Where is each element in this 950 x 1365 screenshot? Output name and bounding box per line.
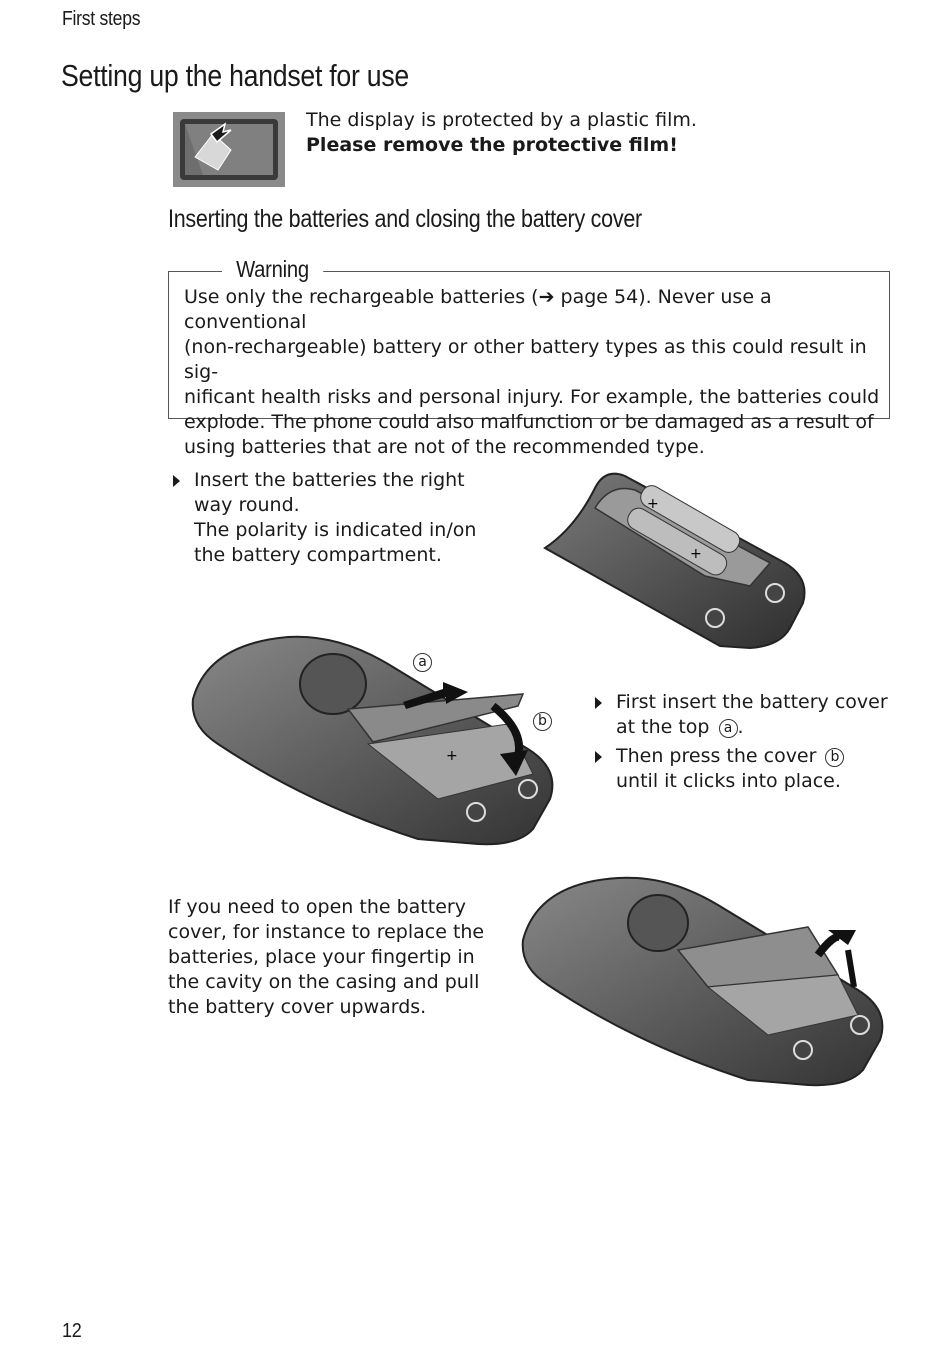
warning-line4: explode. The phone could also malfunction or be damaged as a result of [184, 411, 874, 433]
step3-line5: the battery cover upwards. [168, 996, 427, 1018]
protective-film-illustration [173, 112, 285, 187]
step2-b2-line2: until it clicks into place. [616, 770, 841, 792]
film-notice-line1: The display is protected by a plastic film. [306, 109, 697, 131]
battery-compartment-illustration [535, 468, 810, 653]
step-open-cover [168, 895, 488, 1020]
step2-b1-line1: First insert the battery cover [616, 691, 888, 713]
step2-b1-line2-post: . [737, 716, 744, 738]
marker-a: a [719, 719, 738, 738]
svg-text:+: + [647, 496, 659, 512]
step3-line4: the cavity on the casing and pull [168, 971, 480, 993]
step2-b2-line1-pre: Then press the cover [616, 745, 823, 767]
step2-b2-line1 [616, 744, 890, 769]
step1-line1: Insert the batteries the right [194, 469, 465, 491]
step-close-cover [590, 690, 890, 794]
page-title: Setting up the handset for use [61, 58, 409, 93]
svg-text:+: + [690, 546, 702, 562]
step2-b1-line2 [616, 715, 890, 740]
step3-line1: If you need to open the battery [168, 896, 466, 918]
film-notice [306, 108, 697, 158]
page-number: 12 [62, 1320, 82, 1342]
label-b: b [533, 712, 552, 731]
step-insert-batteries [168, 468, 504, 568]
figure-label-b [530, 711, 552, 731]
step3-line2: cover, for instance to replace the [168, 921, 485, 943]
warning-line1-post: page 54). Never use a conventional [184, 286, 772, 333]
film-notice-line2: Please remove the protective film! [306, 134, 678, 156]
warning-line1-pre: Use only the rechargeable batteries ( [184, 286, 539, 308]
step1-line3: The polarity is indicated in/on [194, 519, 477, 541]
step2-bullet2 [590, 744, 890, 794]
section-title: Inserting the batteries and closing the battery cover [168, 205, 642, 233]
warning-text [184, 285, 884, 460]
step3-line3: batteries, place your fingertip in [168, 946, 475, 968]
warning-line5: using batteries that are not of the recommended type. [184, 436, 705, 458]
step1-line2: way round. [194, 494, 300, 516]
warning-line3: nificant health risks and personal injury. For example, the batteries could [184, 386, 880, 408]
close-cover-illustration [188, 634, 558, 849]
figure-label-a [410, 652, 432, 672]
open-cover-illustration [518, 875, 888, 1090]
step2-bullet1 [590, 690, 890, 740]
warning-line1 [184, 285, 884, 335]
marker-b: b [825, 748, 844, 767]
warning-line2: (non-rechargeable) battery or other battery types as this could result in sig- [184, 336, 867, 383]
label-a: a [413, 653, 432, 672]
step1-line4: the battery compartment. [194, 544, 442, 566]
running-head: First steps [62, 8, 141, 30]
arrow-right-icon: ➔ [538, 286, 555, 308]
svg-text:+: + [446, 748, 458, 764]
step2-b1-line2-pre: at the top [616, 716, 716, 738]
warning-label: Warning [222, 256, 323, 283]
